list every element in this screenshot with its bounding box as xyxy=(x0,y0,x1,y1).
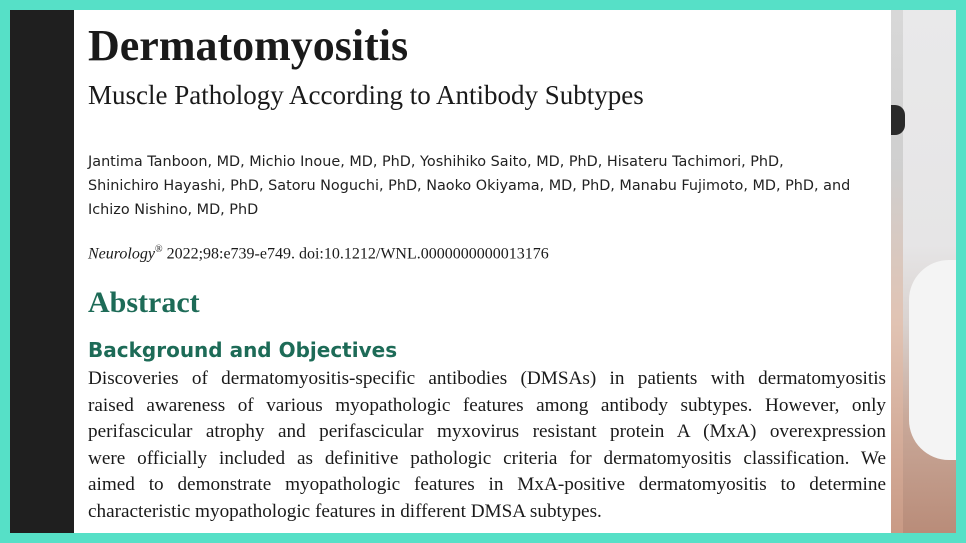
left-dark-strip xyxy=(10,10,74,533)
abstract-line: were officially included as definitive pathologic criteria for dermatomyositis classification. We xyxy=(88,447,886,469)
presenter-hair xyxy=(891,105,905,135)
abstract-body xyxy=(88,366,886,525)
registered-mark: ® xyxy=(154,244,163,255)
author-line: Jantima Tanboon, MD, Michio Inoue, MD, PhD, Yoshihiko Saito, MD, PhD, Hisateru Tachimori, PhD, xyxy=(88,154,784,170)
presenter-shoulder xyxy=(909,260,956,460)
author-line: Ichizo Nishino, MD, PhD xyxy=(88,202,259,218)
author-line: Shinichiro Hayashi, PhD, Satoru Noguchi, PhD, Naoko Okiyama, MD, PhD, Manabu Fujimoto, MD, PhD, and xyxy=(88,178,851,194)
paper-title: Dermatomyositis xyxy=(88,21,409,70)
citation xyxy=(88,244,549,263)
abstract-line: characteristic myopathologic features in different DMSA subtypes. xyxy=(88,500,602,522)
abstract-line: perifascicular atrophy and perifascicular myxovirus resistant protein A (MxA) overexpression xyxy=(88,421,886,442)
presenter-video-thumbnail xyxy=(891,10,956,533)
presenter-face xyxy=(891,10,903,533)
paper-page xyxy=(74,10,891,533)
abstract-line: raised awareness of various myopathologic features among antibody subtypes. However, only xyxy=(88,394,886,416)
paper-subtitle: Muscle Pathology According to Antibody Subtypes xyxy=(88,80,644,110)
section-heading: Background and Objectives xyxy=(88,338,398,362)
author-list xyxy=(88,150,888,222)
abstract-line: aimed to demonstrate myopathologic features in MxA-positive dermatomyositis to determine xyxy=(88,474,886,495)
abstract-line: Discoveries of dermatomyositis-specific antibodies (DMSAs) in patients with dermatomyositis xyxy=(88,368,886,389)
journal-name: Neurology xyxy=(88,245,155,263)
citation-details: 2022;98:e739-e749. doi:10.1212/WNL.0000000000013176 xyxy=(162,245,549,263)
abstract-heading: Abstract xyxy=(88,286,200,319)
